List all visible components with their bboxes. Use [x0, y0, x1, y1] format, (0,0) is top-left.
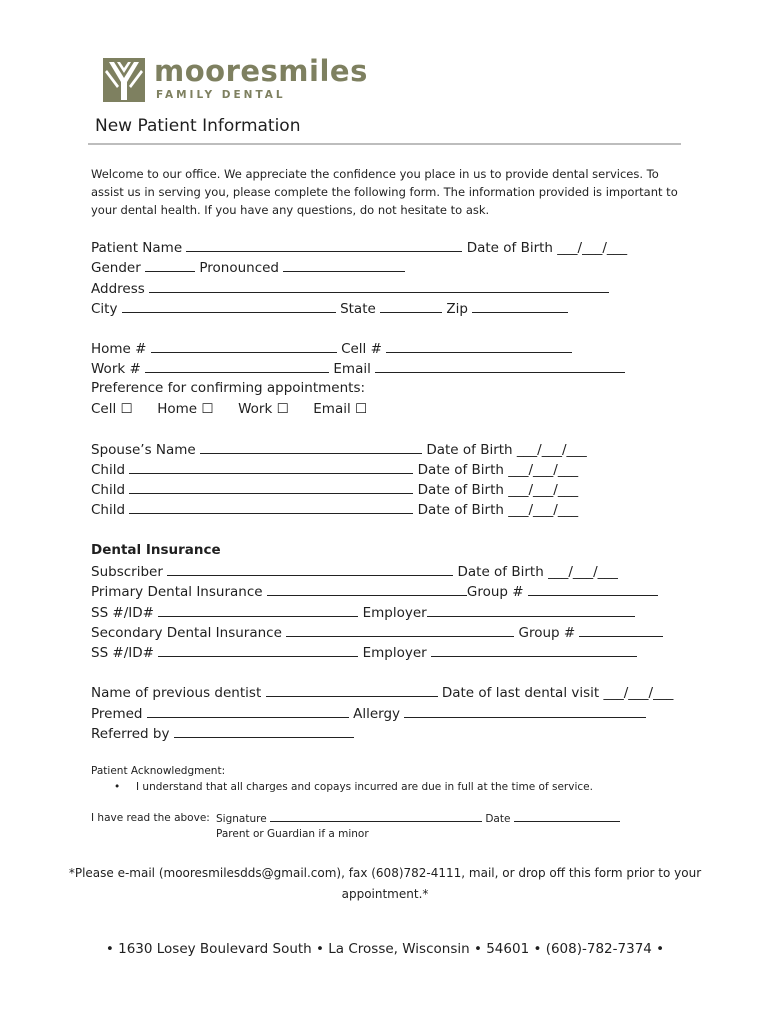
brand-name: mooresmiles	[154, 54, 368, 88]
secondary-insurance-row	[91, 624, 663, 641]
address-label: Address	[91, 281, 145, 297]
email-label: Email	[333, 361, 371, 377]
dob-label: Date of Birth	[466, 240, 553, 256]
home-cell-row	[91, 340, 572, 357]
work-phone-label: Work #	[91, 361, 141, 377]
subscriber-dob-field[interactable]: ___/___/___	[548, 564, 618, 580]
spouse-dob-label: Date of Birth	[426, 442, 513, 458]
primary-insurance-field[interactable]	[267, 583, 467, 596]
spouse-name-field[interactable]	[200, 441, 422, 454]
pref-email-checkbox[interactable]: Email ☐	[313, 401, 368, 417]
child-row	[91, 461, 578, 478]
child-dob-field[interactable]: ___/___/___	[508, 482, 579, 498]
city-label: City	[91, 301, 118, 317]
zip-field[interactable]	[472, 300, 568, 313]
brand-subtitle: FAMILY DENTAL	[156, 89, 286, 101]
page-title: New Patient Information	[95, 116, 301, 136]
subscriber-dob-label: Date of Birth	[457, 564, 544, 580]
referred-row	[91, 725, 354, 742]
subscriber-field[interactable]	[167, 563, 453, 576]
patient-name-row	[91, 239, 627, 256]
primary-group-label: Group #	[466, 584, 524, 600]
email-field[interactable]	[375, 360, 625, 373]
dob-field[interactable]: ___/___/___	[557, 240, 628, 256]
pref-cell-checkbox[interactable]: Cell ☐	[91, 401, 133, 417]
home-phone-label: Home #	[91, 341, 147, 357]
secondary-employer-label: Employer	[362, 645, 427, 661]
address-row	[91, 280, 609, 297]
home-phone-field[interactable]	[151, 340, 337, 353]
secondary-ss-field[interactable]	[158, 644, 358, 657]
cell-phone-field[interactable]	[386, 340, 572, 353]
signature-date-field[interactable]	[514, 812, 620, 822]
secondary-group-field[interactable]	[579, 624, 663, 637]
spouse-row	[91, 441, 587, 458]
signature-row	[216, 812, 620, 825]
primary-ss-field[interactable]	[158, 604, 358, 617]
child-label: Child	[91, 482, 126, 498]
last-visit-label: Date of last dental visit	[441, 685, 600, 701]
previous-dentist-row	[91, 684, 673, 701]
read-above-label: I have read the above:	[91, 812, 210, 824]
referred-by-label: Referred by	[91, 726, 170, 742]
child-row	[91, 481, 578, 498]
work-email-row	[91, 360, 625, 377]
child-dob-label: Date of Birth	[417, 502, 504, 518]
child-name-field[interactable]	[129, 501, 413, 514]
signature-date-label: Date	[485, 813, 511, 825]
referred-by-field[interactable]	[174, 725, 354, 738]
allergy-label: Allergy	[353, 706, 401, 722]
allergy-field[interactable]	[404, 705, 646, 718]
dental-insurance-heading: Dental Insurance	[91, 542, 221, 558]
spouse-name-label: Spouse’s Name	[91, 442, 196, 458]
pref-home-checkbox[interactable]: Home ☐	[157, 401, 214, 417]
work-phone-field[interactable]	[145, 360, 329, 373]
city-field[interactable]	[122, 300, 336, 313]
zip-label: Zip	[446, 301, 468, 317]
gender-row	[91, 259, 405, 276]
primary-ss-label: SS #/ID#	[91, 605, 154, 621]
child-name-field[interactable]	[129, 461, 413, 474]
child-label: Child	[91, 502, 126, 518]
secondary-ss-row	[91, 644, 637, 661]
subscriber-row	[91, 563, 618, 580]
tree-logo-icon	[103, 58, 145, 102]
city-row	[91, 300, 568, 317]
last-visit-field[interactable]: ___/___/___	[603, 685, 674, 701]
gender-field[interactable]	[145, 259, 195, 272]
primary-employer-label: Employer	[362, 605, 427, 621]
bullet-icon: •	[114, 781, 121, 793]
child-dob-label: Date of Birth	[417, 482, 504, 498]
child-dob-field[interactable]: ___/___/___	[508, 462, 579, 478]
primary-employer-field[interactable]	[427, 604, 635, 617]
spouse-dob-field[interactable]: ___/___/___	[516, 442, 587, 458]
child-dob-label: Date of Birth	[417, 462, 504, 478]
subscriber-label: Subscriber	[91, 564, 163, 580]
signature-field[interactable]	[270, 812, 482, 822]
patient-name-field[interactable]	[186, 239, 462, 252]
pronounced-field[interactable]	[283, 259, 405, 272]
secondary-ss-label: SS #/ID#	[91, 645, 154, 661]
cell-phone-label: Cell #	[341, 341, 382, 357]
title-divider	[88, 143, 681, 145]
pref-work-checkbox[interactable]: Work ☐	[238, 401, 289, 417]
state-label: State	[340, 301, 376, 317]
previous-dentist-label: Name of previous dentist	[91, 685, 262, 701]
previous-dentist-field[interactable]	[266, 684, 438, 697]
child-name-field[interactable]	[129, 481, 413, 494]
child-label: Child	[91, 462, 126, 478]
address-field[interactable]	[149, 280, 609, 293]
secondary-employer-field[interactable]	[431, 644, 637, 657]
preference-options	[91, 401, 367, 417]
primary-insurance-label: Primary Dental Insurance	[91, 584, 263, 600]
premed-label: Premed	[91, 706, 143, 722]
primary-insurance-row	[91, 583, 658, 600]
pronounced-label: Pronounced	[199, 260, 279, 276]
preference-label: Preference for confirming appointments:	[91, 380, 366, 396]
guardian-note: Parent or Guardian if a minor	[216, 828, 369, 840]
secondary-insurance-field[interactable]	[286, 624, 514, 637]
submission-instructions: *Please e-mail (mooresmilesdds@gmail.com), fax (608)782-4111, mail, or drop off this form prior to your appointment.*	[68, 866, 702, 901]
child-row	[91, 501, 578, 518]
secondary-group-label: Group #	[518, 625, 576, 641]
acknowledgment-bullet: I understand that all charges and copays incurred are due in full at the time of service.	[136, 781, 593, 793]
signature-label: Signature	[216, 813, 267, 825]
acknowledgment-heading: Patient Acknowledgment:	[91, 765, 226, 777]
premed-field[interactable]	[147, 705, 349, 718]
state-field[interactable]	[380, 300, 442, 313]
office-address: • 1630 Losey Boulevard South • La Crosse, Wisconsin • 54601 • (608)-782-7374 •	[105, 941, 665, 957]
child-dob-field[interactable]: ___/___/___	[508, 502, 579, 518]
patient-name-label: Patient Name	[91, 240, 183, 256]
gender-label: Gender	[91, 260, 141, 276]
primary-ss-row	[91, 604, 635, 621]
premed-row	[91, 705, 646, 722]
intro-paragraph: Welcome to our office. We appreciate the confidence you place in us to provide dental services. To assist us in serving you, please complete the following form. The information provided is important to your dental health. If you have any questions, do not hesitate to ask.	[91, 167, 678, 217]
secondary-insurance-label: Secondary Dental Insurance	[91, 625, 282, 641]
primary-group-field[interactable]	[528, 583, 658, 596]
